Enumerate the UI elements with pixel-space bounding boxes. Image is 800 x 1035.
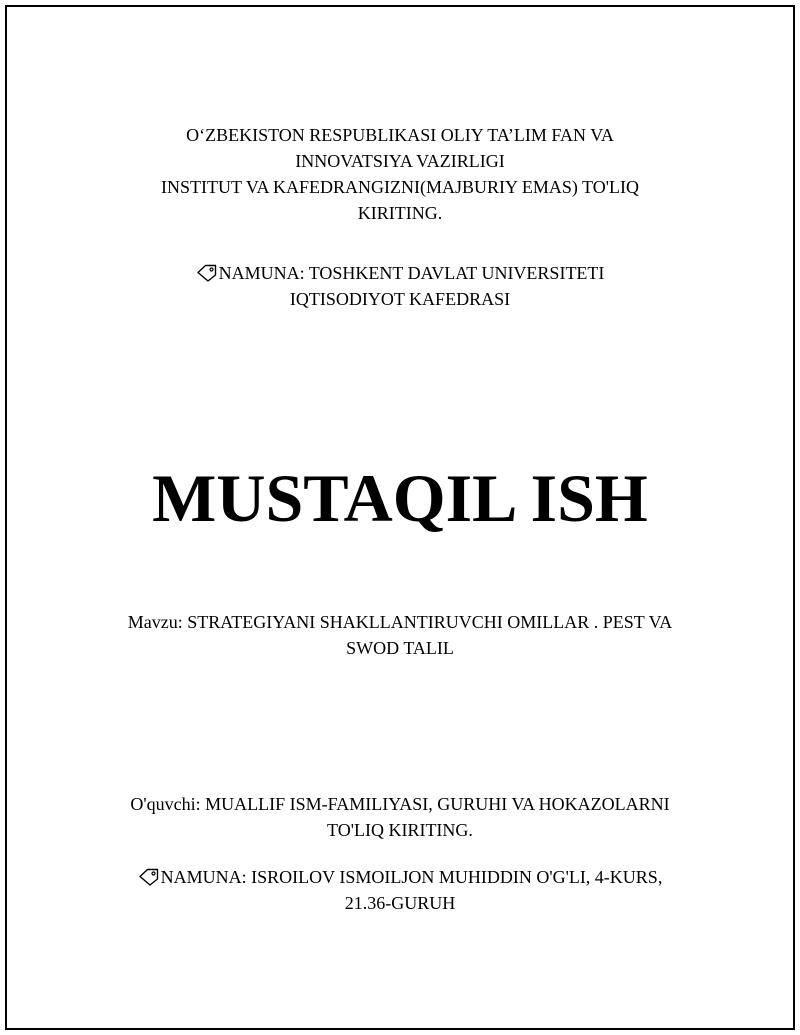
institute-sample-text: NAMUNA: TOSHKENT DAVLAT UNIVERSITETI	[218, 263, 605, 283]
ministry-line-1: O‘ZBEKISTON RESPUBLIKASI OLIY TA’LIM FAN VA	[186, 125, 614, 145]
topic-block	[0, 609, 800, 661]
topic-line-1: Mavzu: STRATEGIYANI SHAKLLANTIRUVCHI OMILLAR . PEST VA	[127, 612, 673, 632]
tag-icon	[196, 264, 218, 282]
ministry-line-2: INNOVATSIYA VAZIRLIGI	[295, 151, 505, 171]
institute-sample-line-1	[0, 260, 800, 286]
institute-instruction-line-2: KIRITING.	[357, 203, 443, 223]
ministry-header	[0, 122, 800, 226]
topic-line-2: SWOD TALIL	[346, 638, 454, 658]
student-block	[0, 791, 800, 843]
tag-icon	[138, 868, 160, 886]
institute-sample	[0, 260, 800, 312]
student-line-2: TO'LIQ KIRITING.	[327, 820, 473, 840]
student-sample-line-1	[0, 864, 800, 890]
document-title: MUSTAQIL ISH	[152, 460, 648, 536]
institute-instruction-line-1: INSTITUT VA KAFEDRANGIZNI(MAJBURIY EMAS) TO'LIQ	[161, 177, 639, 197]
student-sample-line-2: 21.36-GURUH	[344, 893, 456, 913]
student-sample-text: NAMUNA: ISROILOV ISMOILJON MUHIDDIN O'G'LI, 4-KURS,	[160, 867, 663, 887]
student-sample	[0, 864, 800, 916]
institute-sample-line-2: IQTISODIYOT KAFEDRASI	[289, 289, 511, 309]
student-line-1: O'quvchi: MUALLIF ISM-FAMILIYASI, GURUHI VA HOKAZOLARNI	[130, 794, 670, 814]
